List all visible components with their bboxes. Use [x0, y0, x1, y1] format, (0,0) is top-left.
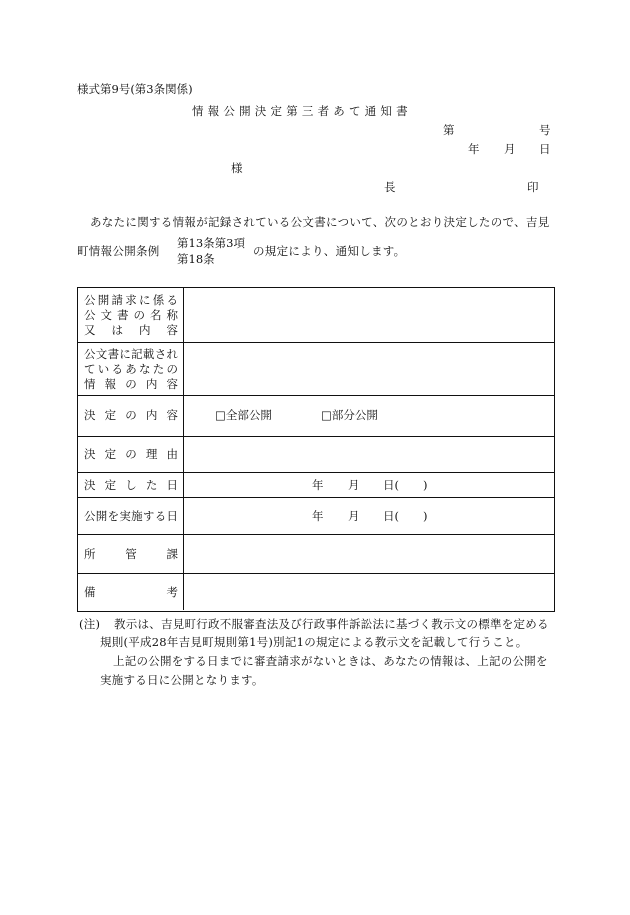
- doc-number-suffix: 号: [539, 123, 551, 137]
- row-label-line: 備考: [84, 585, 178, 599]
- row-label-line: 公文書の名称: [84, 308, 178, 322]
- row-label-cell: [78, 437, 184, 472]
- row-label-cell: [78, 343, 184, 395]
- recipient-honorific: 様: [231, 161, 243, 175]
- row-label-line: 所管課: [84, 547, 178, 561]
- full-disclosure-checkbox: □全部公開: [215, 408, 272, 422]
- seal-mark: 印: [527, 180, 539, 194]
- row-label-cell: [78, 535, 184, 573]
- row-label-line: 決定の内容: [84, 408, 178, 422]
- row-label-cell: [78, 288, 184, 342]
- table-row: [78, 497, 554, 534]
- row-label-line: 公文書に記載され: [84, 347, 178, 361]
- row-label-line: ているあなたの: [84, 362, 178, 376]
- note-line-2: 規則(平成28年吉見町規則第1号)別記1の規定による教示文を記載して行うこと。: [100, 635, 528, 649]
- row-label-cell: [78, 473, 184, 497]
- decision-date-day: 日(: [383, 478, 399, 492]
- disclosure-date-month: 月: [348, 509, 360, 523]
- row-label-line: 決定の理由: [84, 447, 178, 461]
- decision-date-close: ): [423, 478, 428, 492]
- table-row: [78, 573, 554, 610]
- table-row: [78, 534, 554, 573]
- disclosure-date-year: 年: [312, 509, 324, 523]
- note-line-3: 上記の公開をする日までに審査請求がないときは、あなたの情報は、上記の公開を: [113, 654, 548, 668]
- table-row: [78, 436, 554, 472]
- body-line-1: あなたに関する情報が記録されている公文書について、次のとおり決定したので、吉見: [90, 215, 550, 229]
- doc-number-prefix: 第: [443, 123, 455, 137]
- table-row: [78, 472, 554, 497]
- issuer-title: 長: [384, 180, 396, 194]
- body-line-2-suffix: の規定により、通知します。: [253, 244, 406, 258]
- row-label-line: 決定した日: [84, 478, 178, 492]
- date-day: 日: [539, 142, 551, 156]
- row-label-line: 又は内容: [84, 323, 178, 337]
- date-year: 年: [468, 142, 480, 156]
- document-title: 情報公開決定第三者あて通知書: [192, 104, 412, 118]
- article-option-1: 第13条第3項: [177, 236, 245, 250]
- row-label-cell: [78, 498, 184, 534]
- table-row: [78, 395, 554, 436]
- article-option-2: 第18条: [177, 252, 215, 266]
- row-label-cell: [78, 574, 184, 610]
- table-row: [78, 288, 554, 342]
- decision-date-year: 年: [312, 478, 324, 492]
- disclosure-date-day: 日(: [383, 509, 399, 523]
- table-row: [78, 342, 554, 395]
- note-line-1: 教示は、吉見町行政不服審査法及び行政事件訴訟法に基づく教示文の標準を定める: [114, 617, 549, 631]
- row-label-line: 公開を実施する日: [84, 509, 178, 523]
- note-line-4: 実施する日に公開となります。: [100, 673, 264, 687]
- decision-date-month: 月: [348, 478, 360, 492]
- row-label-cell: [78, 396, 184, 436]
- date-month: 月: [504, 142, 516, 156]
- note-marker: (注): [79, 617, 101, 631]
- disclosure-date-close: ): [423, 509, 428, 523]
- row-label-line: 情報の内容: [84, 377, 178, 391]
- body-line-2-prefix: 町情報公開条例: [77, 244, 160, 258]
- partial-disclosure-checkbox: □部分公開: [321, 408, 378, 422]
- form-label: 様式第9号(第3条関係): [77, 82, 193, 96]
- decision-table: [77, 287, 555, 612]
- row-label-line: 公開請求に係る: [84, 293, 178, 307]
